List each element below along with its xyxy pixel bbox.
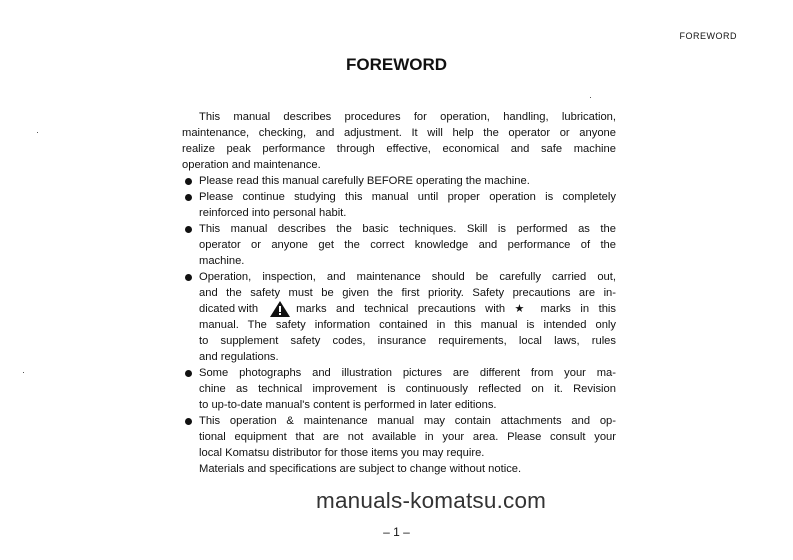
text-line: Some photographs and illustration pictures are different from your ma- [199, 367, 616, 379]
text-line: This manual describes procedures for operation, handling, lubrication, [199, 111, 616, 123]
text-line: to supplement safety codes, insurance requirements, local laws, rules [199, 335, 616, 347]
bullet-icon [185, 194, 192, 201]
bullet-icon [185, 226, 192, 233]
bullet-item [182, 173, 616, 189]
bullet-item [182, 269, 616, 365]
text-line: maintenance, checking, and adjustment. It will help the operator or anyone [182, 127, 616, 139]
text-line: Operation, inspection, and maintenance should be carefully carried out, [199, 271, 616, 283]
text-line: operator or anyone get the correct knowledge and performance of the [199, 239, 616, 251]
intro-paragraph [182, 109, 616, 173]
text-line: manual. The safety information contained in this manual is intended only [199, 319, 616, 331]
warning-triangle-icon [270, 301, 290, 317]
closing-note: Materials and specifications are subject to change without notice. [199, 463, 522, 475]
page-number: – 1 – [383, 525, 410, 539]
text-line [182, 301, 616, 317]
bullet-item [182, 365, 616, 413]
scan-speck [23, 372, 24, 373]
text-line: local Komatsu distributor for those items you may require. [199, 447, 485, 459]
bullet-item [182, 413, 616, 461]
text-line: This manual describes the basic techniques. Skill is performed as the [199, 223, 616, 235]
scan-speck [590, 97, 591, 98]
text-line: to up-to-date manual's content is performed in later editions. [199, 399, 497, 411]
text-line: Please continue studying this manual until proper operation is completely [199, 191, 616, 203]
text-line: and regulations. [199, 351, 279, 363]
bullet-icon [185, 178, 192, 185]
text-line: tional equipment that are not available in your area. Please consult your [199, 431, 616, 443]
text-line: Please read this manual carefully BEFORE operating the machine. [199, 175, 530, 187]
text-line: reinforced into personal habit. [199, 207, 347, 219]
text-segment: dicated with [199, 303, 259, 315]
scan-speck [37, 132, 38, 133]
text-line: operation and maintenance. [182, 159, 321, 171]
text-segment: marks and technical precautions with ★ marks in this [296, 303, 616, 315]
bullet-item [182, 221, 616, 269]
watermark: manuals-komatsu.com [316, 488, 547, 513]
text-line: This operation & maintenance manual may contain attachments and op- [199, 415, 616, 427]
text-line: realize peak performance through effective, economical and safe machine [182, 143, 616, 155]
text-line: and the safety must be given the first priority. Safety precautions are in- [199, 287, 616, 299]
running-header: FOREWORD [679, 31, 737, 41]
text-line: machine. [199, 255, 245, 267]
bullet-icon [185, 370, 192, 377]
page-title: FOREWORD [345, 55, 448, 74]
text-line: chine as technical improvement is continuously reflected on it. Revision [199, 383, 616, 395]
bullet-icon [185, 274, 192, 281]
bullet-icon [185, 418, 192, 425]
foreword-body [182, 109, 616, 477]
bullet-item [182, 189, 616, 221]
